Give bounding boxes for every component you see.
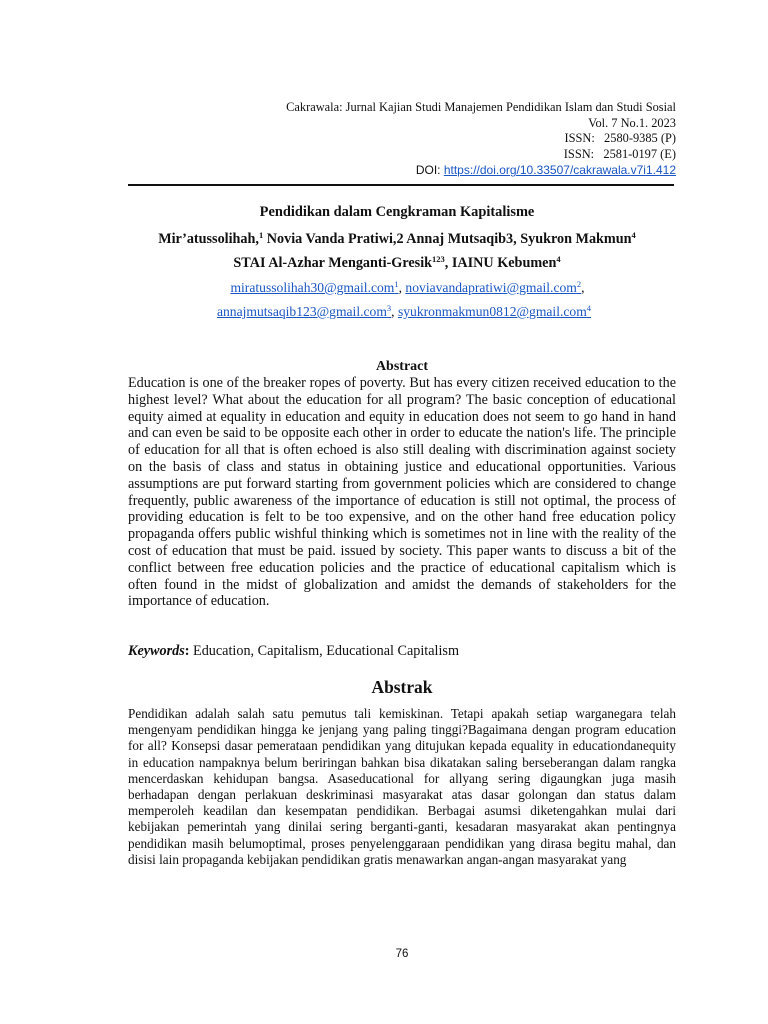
affiliation-1: STAI Al-Azhar Menganti-Gresik xyxy=(233,255,433,271)
keywords-line xyxy=(128,643,459,660)
page-number: 76 xyxy=(395,948,409,960)
journal-name: Cakrawala: Jurnal Kajian Studi Manajemen Pendidikan Islam dan Studi Sosial xyxy=(286,100,676,114)
email-separator: , xyxy=(398,280,406,295)
email-link-4[interactable]: syukronmakmun0812@gmail.com$^4$ xyxy=(397,303,592,319)
abstrak-body: Pendidikan adalah salah satu pemutus tali kemiskinan. Tetapi apakah setiap warganegara telah mengenyam pendidikan hingga ke jenjang yang paling tinggi?Bagaimana dengan program education for all? Konsepsi dasar pemerataan pendidikan yang ditujukan kepada equality in educationdanequity in education nampaknya belum beriringan bahkan bisa dikatakan saling berseberangan dalam rangka mencerdaskan kehidupan bangsa. Asaseducational for allyang sering digaungkan juga masih berhadapan dengan perlakuan deskriminasi masyarakat atas dasar golongan dan status dalam memperoleh keadilan dan kesempatan pendidikan. Berbagai asumsi diketengahkan mulai dari kebijakan pemerintah yang dinilai sering berganti-ganti, kesadaran masyarakat akan pentingnya pendidikan masih belumoptimal, proses penyelenggaraan pendidikan yang dirasa begitu mahal, dan disisi lain propaganda kebijakan pendidikan gratis menawarkan angan-angan masyarakat yang xyxy=(128,706,676,867)
affiliations xyxy=(0,255,768,272)
article-title: Pendidikan dalam Cengkraman Kapitalisme xyxy=(259,204,535,220)
header-divider xyxy=(128,184,674,186)
email-separator: , xyxy=(581,280,585,295)
author-1-sup: 1 xyxy=(258,230,264,240)
doi-line xyxy=(286,163,676,179)
journal-header xyxy=(286,100,676,179)
author-others: Novia Vanda Pratiwi,2 Annaj Mutsaqib3, Syukron Makmun xyxy=(263,231,632,247)
abstrak-heading: Abstrak xyxy=(371,677,433,697)
abstract-heading: Abstract xyxy=(375,359,429,374)
abstract-body: Education is one of the breaker ropes of poverty. But has every citizen received education to the highest level? What about the education for all program? The basic conception of educational equity aimed at equality in education and equity in education does not seem to go hand in hand and can even be said to be opposite each other in order to educate the nation's life. The principle of education for all that is often echoed is also still dealing with discrimination against society on the basis of class and status in obtaining justice and educational opportunities. Various assumptions are put forward starting from government policies which are considered to change frequently, public awareness of the importance of education is still not optimal, the process of providing education is felt to be too expensive, and on the other hand free education policy propaganda offers public wishful thinking which is sometimes not in line with the reality of the cost of education that must be paid. issued by society. This paper wants to discuss a bit of the conflict between free education policies and the practice of educational capitalism which is often found in the midst of globalization and amidst the demands of stakeholders for the importance of education. xyxy=(128,375,676,610)
keywords-text: Education, Capitalism, Educational Capitalism xyxy=(189,643,459,659)
keywords-label: Keywords xyxy=(128,643,185,659)
doi-label: DOI: xyxy=(415,163,444,178)
author-list xyxy=(0,231,768,248)
author-1: Mir’atussolihah, xyxy=(158,231,259,247)
email-link-3[interactable]: annajmutsaqib123@gmail.com$^3$ xyxy=(216,303,392,319)
email-link-1[interactable]: miratussolihah30@gmail.com$^1$ xyxy=(230,279,399,295)
issn-print: ISSN: 2580-9385 (P) xyxy=(564,131,676,146)
doi-link[interactable]: https://doi.org/10.33507/cakrawala.v7i1.412 xyxy=(443,163,676,178)
affiliation-1-sup: 123 xyxy=(432,254,445,264)
affiliation-2: , IAINU Kebumen xyxy=(444,255,557,271)
email-line-2 xyxy=(0,304,768,320)
affiliation-2-sup: 4 xyxy=(556,254,561,264)
keywords-colon: : xyxy=(184,643,190,659)
issn-electronic: ISSN: 2581-0197 (E) xyxy=(563,146,676,161)
email-link-2[interactable]: noviavandapratiwi@gmail.com$^2$ xyxy=(405,279,582,295)
email-line-1 xyxy=(0,280,768,296)
author-others-sup: 4 xyxy=(631,230,636,240)
journal-volume: Vol. 7 No.1. 2023 xyxy=(588,115,676,130)
email-separator: , xyxy=(391,304,398,319)
